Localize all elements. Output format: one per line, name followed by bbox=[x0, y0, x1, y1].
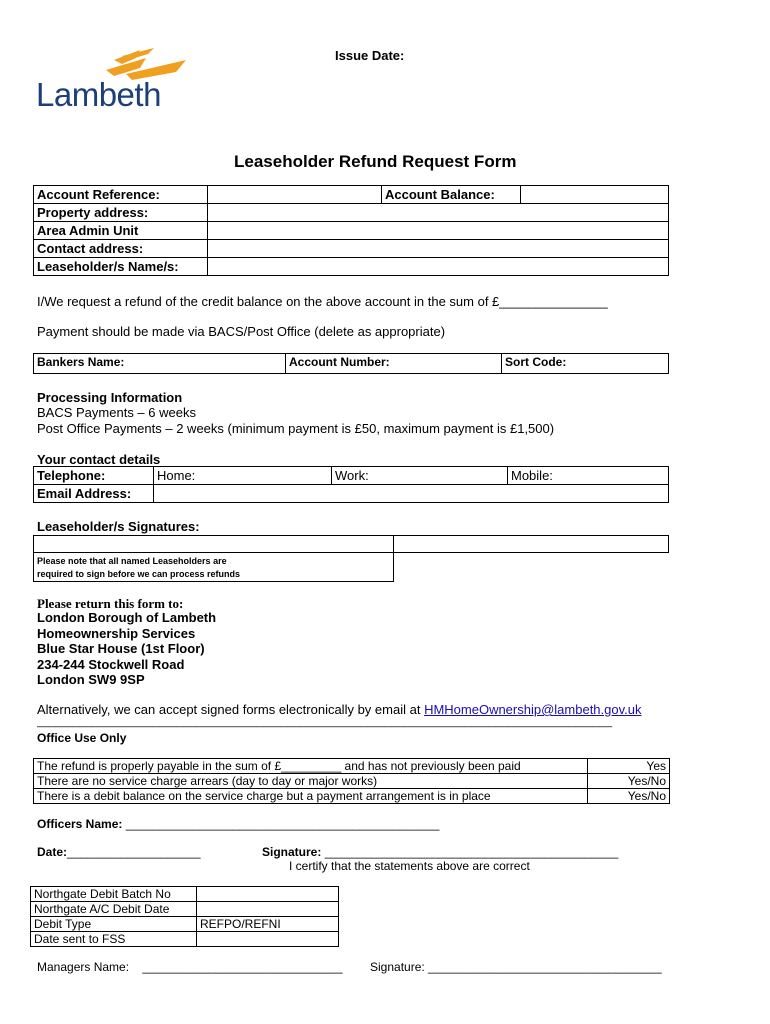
signatures-note bbox=[34, 553, 394, 582]
work-phone-field[interactable]: Work: bbox=[332, 467, 508, 485]
office-use-heading: Office Use Only bbox=[37, 731, 127, 745]
bank-table bbox=[33, 353, 669, 374]
leaseholder-names-field[interactable] bbox=[208, 258, 669, 276]
date-row bbox=[37, 845, 201, 859]
date-label: Date: bbox=[37, 845, 68, 859]
office-row-text: The refund is properly payable in the sum of £_________ and has not previously been paid bbox=[34, 759, 588, 774]
account-reference-field[interactable] bbox=[208, 186, 382, 204]
northgate-row-value[interactable] bbox=[197, 902, 339, 917]
email-text: Alternatively, we can accept signed forms electronically by email at bbox=[37, 702, 421, 717]
return-line-4: 234-244 Stockwell Road bbox=[37, 656, 185, 672]
northgate-row-label: Northgate Debit Batch No bbox=[31, 887, 197, 902]
contact-address-field[interactable] bbox=[208, 240, 669, 258]
signatures-note-line1: Please note that all named Leaseholders are bbox=[37, 556, 227, 566]
payment-text: Payment should be made via BACS/Post Office (delete as appropriate) bbox=[37, 324, 446, 339]
divider-line: ______________________________________________________________________________________________ bbox=[37, 716, 613, 728]
managers-signature-line[interactable]: ___________________________________ bbox=[428, 960, 662, 974]
signatures-table bbox=[33, 535, 669, 582]
northgate-row-value[interactable] bbox=[197, 932, 339, 947]
bankers-name-label[interactable]: Bankers Name: bbox=[34, 354, 286, 374]
managers-name-label: Managers Name: bbox=[37, 960, 130, 974]
office-use-table bbox=[33, 758, 670, 804]
account-number-label[interactable]: Account Number: bbox=[286, 354, 502, 374]
officers-name-line[interactable]: _______________________________________________ bbox=[125, 817, 440, 831]
processing-bacs: BACS Payments – 6 weeks bbox=[37, 405, 196, 420]
northgate-row-label: Northgate A/C Debit Date bbox=[31, 902, 197, 917]
lambeth-logo bbox=[36, 48, 196, 114]
account-balance-label: Account Balance: bbox=[382, 186, 521, 204]
return-line-1: London Borough of Lambeth bbox=[37, 610, 217, 625]
officers-name-label: Officers Name: bbox=[37, 817, 123, 831]
managers-signature-label: Signature: bbox=[370, 960, 425, 974]
office-row-answer[interactable]: Yes/No bbox=[588, 774, 670, 789]
account-balance-field[interactable] bbox=[521, 186, 669, 204]
area-admin-unit-label: Area Admin Unit bbox=[34, 222, 208, 240]
return-line-3: Blue Star House (1st Floor) bbox=[37, 641, 205, 656]
email-paragraph bbox=[37, 702, 642, 717]
return-line-5: London SW9 9SP bbox=[37, 672, 145, 687]
account-table bbox=[33, 185, 669, 276]
home-phone-field[interactable]: Home: bbox=[154, 467, 332, 485]
signatures-heading: Leaseholder/s Signatures: bbox=[37, 519, 200, 534]
contact-table bbox=[33, 466, 669, 503]
office-row-answer[interactable]: Yes/No bbox=[588, 789, 670, 804]
northgate-table bbox=[30, 886, 339, 947]
signature-field-2[interactable] bbox=[394, 536, 669, 553]
signature-row bbox=[262, 845, 618, 859]
office-row-text: There is a debit balance on the service charge but a payment arrangement is in place bbox=[34, 789, 588, 804]
signatures-note-line2: required to sign before we can process refunds bbox=[37, 569, 241, 579]
office-row-text: There are no service charge arrears (day to day or major works) bbox=[34, 774, 588, 789]
return-address bbox=[37, 610, 216, 688]
managers-name-row bbox=[37, 960, 343, 974]
sort-code-label[interactable]: Sort Code: bbox=[502, 354, 669, 374]
northgate-row-label: Debit Type bbox=[31, 917, 197, 932]
property-address-label: Property address: bbox=[34, 204, 208, 222]
processing-heading: Processing Information bbox=[37, 390, 183, 405]
date-line[interactable]: ____________________ bbox=[67, 845, 201, 859]
form-title: Leaseholder Refund Request Form bbox=[234, 152, 517, 171]
processing-post-office: Post Office Payments – 2 weeks (minimum payment is £50, maximum payment is £1,500) bbox=[37, 421, 555, 436]
area-admin-unit-field[interactable] bbox=[208, 222, 669, 240]
mobile-phone-field[interactable]: Mobile: bbox=[508, 467, 669, 485]
account-reference-label: Account Reference: bbox=[34, 186, 208, 204]
issue-date-label: Issue Date: bbox=[335, 48, 405, 63]
signature-line[interactable]: ____________________________________________ bbox=[324, 845, 619, 859]
contact-address-label: Contact address: bbox=[34, 240, 208, 258]
email-link[interactable]: HMHomeOwnership@lambeth.gov.uk bbox=[424, 702, 642, 717]
certify-text: I certify that the statements above are correct bbox=[289, 859, 530, 873]
logo-text: Lambeth bbox=[36, 76, 161, 113]
return-line-2: Homeownership Services bbox=[37, 625, 196, 641]
northgate-row-label: Date sent to FSS bbox=[31, 932, 197, 947]
return-heading: Please return this form to: bbox=[37, 596, 184, 611]
request-text: I/We request a refund of the credit balance on the above account in the sum of £_______________ bbox=[37, 294, 608, 309]
northgate-row-value[interactable]: REFPO/REFNI bbox=[197, 917, 339, 932]
email-address-field[interactable] bbox=[154, 485, 669, 503]
telephone-label: Telephone: bbox=[34, 467, 154, 485]
northgate-row-value[interactable] bbox=[197, 887, 339, 902]
office-row-answer[interactable]: Yes bbox=[588, 759, 670, 774]
leaseholder-names-label: Leaseholder/s Name/s: bbox=[34, 258, 208, 276]
contact-heading: Your contact details bbox=[37, 452, 161, 467]
managers-name-line[interactable]: ______________________________ bbox=[142, 960, 343, 974]
signature-label: Signature: bbox=[262, 845, 322, 859]
signatures-empty-cell bbox=[394, 553, 669, 582]
managers-signature-row bbox=[370, 960, 662, 974]
property-address-field[interactable] bbox=[208, 204, 669, 222]
officers-name-row bbox=[37, 817, 439, 831]
email-address-label: Email Address: bbox=[34, 485, 154, 503]
signature-field-1[interactable] bbox=[34, 536, 394, 553]
